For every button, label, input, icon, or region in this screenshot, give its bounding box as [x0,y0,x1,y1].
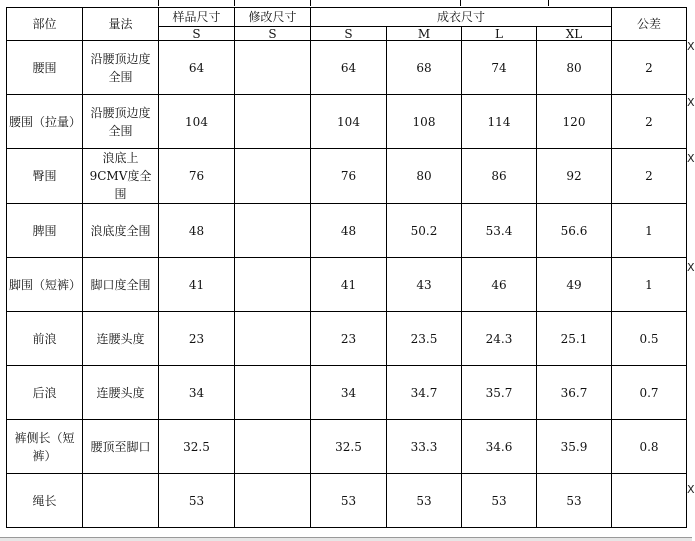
cell-part: 脚围（短裤） [7,258,83,312]
cell-sample-size: 23 [159,312,235,366]
cell-revised-size [235,312,311,366]
table-row [7,95,687,149]
cell-size-xl: 35.9 [537,420,612,474]
top-gridline [460,0,461,6]
cell-size-m: 34.7 [387,366,462,420]
cell-sample-size: 104 [159,95,235,149]
top-gridline [310,0,311,6]
cell-revised-size [235,474,311,528]
cell-sample-size: 53 [159,474,235,528]
table-row [7,312,687,366]
cell-revised-size [235,95,311,149]
cell-method: 浪底度全围 [83,204,159,258]
table-row [7,366,687,420]
cell-tolerance: 0.5 [612,312,687,366]
cell-size-s: 41 [311,258,387,312]
cell-size-s: 32.5 [311,420,387,474]
top-gridline [548,0,549,6]
cell-size-m: 43 [387,258,462,312]
cell-size-l: 34.6 [462,420,537,474]
header-size-xl: XL [537,27,612,41]
cell-tolerance [612,474,687,528]
cell-revised-size [235,258,311,312]
cell-size-l: 114 [462,95,537,149]
cell-tolerance: 2 [612,95,687,149]
cell-size-l: 24.3 [462,312,537,366]
edge-mark: X [687,261,695,274]
edge-mark: X [687,40,695,53]
cell-size-m: 80 [387,149,462,204]
edge-mark: X [687,483,695,496]
table-row [7,420,687,474]
cell-tolerance: 0.8 [612,420,687,474]
cell-size-m: 68 [387,41,462,95]
cell-size-xl: 120 [537,95,612,149]
header-size-l: L [462,27,537,41]
header-revised-sub: S [235,27,311,41]
cell-part: 后浪 [7,366,83,420]
cell-method: 浪底上9CMV度全围 [83,149,159,204]
cell-method: 沿腰顶边度全围 [83,95,159,149]
cell-method: 脚口度全围 [83,258,159,312]
cell-method: 沿腰顶边度全围 [83,41,159,95]
cell-tolerance: 2 [612,41,687,95]
table-row [7,41,687,95]
cell-part: 腰围 [7,41,83,95]
cell-part: 绳长 [7,474,83,528]
table-row [7,258,687,312]
table-row [7,149,687,204]
cell-size-s: 48 [311,204,387,258]
cell-size-l: 53 [462,474,537,528]
cell-sample-size: 34 [159,366,235,420]
cell-size-l: 86 [462,149,537,204]
cell-part: 腰围（拉量） [7,95,83,149]
cell-method: 腰顶至脚口 [83,420,159,474]
cell-sample-size: 48 [159,204,235,258]
cell-size-s: 23 [311,312,387,366]
cell-size-s: 34 [311,366,387,420]
cell-revised-size [235,366,311,420]
cell-revised-size [235,420,311,474]
table-row [7,474,687,528]
cell-size-xl: 25.1 [537,312,612,366]
header-revised-size: 修改尺寸 [235,8,311,27]
cell-size-s: 64 [311,41,387,95]
cell-method: 连腰头度 [83,366,159,420]
size-spec-table [6,7,687,528]
cell-method: 连腰头度 [83,312,159,366]
cell-size-s: 104 [311,95,387,149]
cell-size-m: 33.3 [387,420,462,474]
cell-size-m: 53 [387,474,462,528]
cell-tolerance: 0.7 [612,366,687,420]
cell-tolerance: 1 [612,258,687,312]
header-row [7,8,687,27]
cell-size-l: 53.4 [462,204,537,258]
cell-size-l: 74 [462,41,537,95]
header-sample-size: 样品尺寸 [159,8,235,27]
cell-size-xl: 53 [537,474,612,528]
cell-sample-size: 32.5 [159,420,235,474]
cell-part: 脾围 [7,204,83,258]
cell-sample-size: 76 [159,149,235,204]
cell-size-m: 23.5 [387,312,462,366]
cell-sample-size: 41 [159,258,235,312]
header-size-m: M [387,27,462,41]
header-finished-size: 成衣尺寸 [311,8,612,27]
cell-size-s: 76 [311,149,387,204]
cell-size-xl: 92 [537,149,612,204]
cell-size-m: 108 [387,95,462,149]
cell-part: 裤侧长（短裤） [7,420,83,474]
cell-size-xl: 49 [537,258,612,312]
header-method: 量法 [83,8,159,41]
cell-part: 前浪 [7,312,83,366]
header-part: 部位 [7,8,83,41]
cell-tolerance: 1 [612,204,687,258]
top-gridline [158,0,159,6]
top-gridline [234,0,235,6]
cell-part: 臀围 [7,149,83,204]
cell-size-xl: 36.7 [537,366,612,420]
header-tolerance: 公差 [612,8,687,41]
cell-size-xl: 80 [537,41,612,95]
cell-size-l: 35.7 [462,366,537,420]
edge-mark: X [687,96,695,109]
header-sample-sub: S [159,27,235,41]
cell-size-m: 50.2 [387,204,462,258]
cell-size-s: 53 [311,474,387,528]
cell-method [83,474,159,528]
table-row [7,204,687,258]
cell-size-xl: 56.6 [537,204,612,258]
cell-revised-size [235,204,311,258]
cell-size-l: 46 [462,258,537,312]
cell-revised-size [235,41,311,95]
header-size-s: S [311,27,387,41]
edge-mark: X [687,152,695,165]
cell-tolerance: 2 [612,149,687,204]
cell-sample-size: 64 [159,41,235,95]
cell-revised-size [235,149,311,204]
bottom-strip [0,537,692,541]
